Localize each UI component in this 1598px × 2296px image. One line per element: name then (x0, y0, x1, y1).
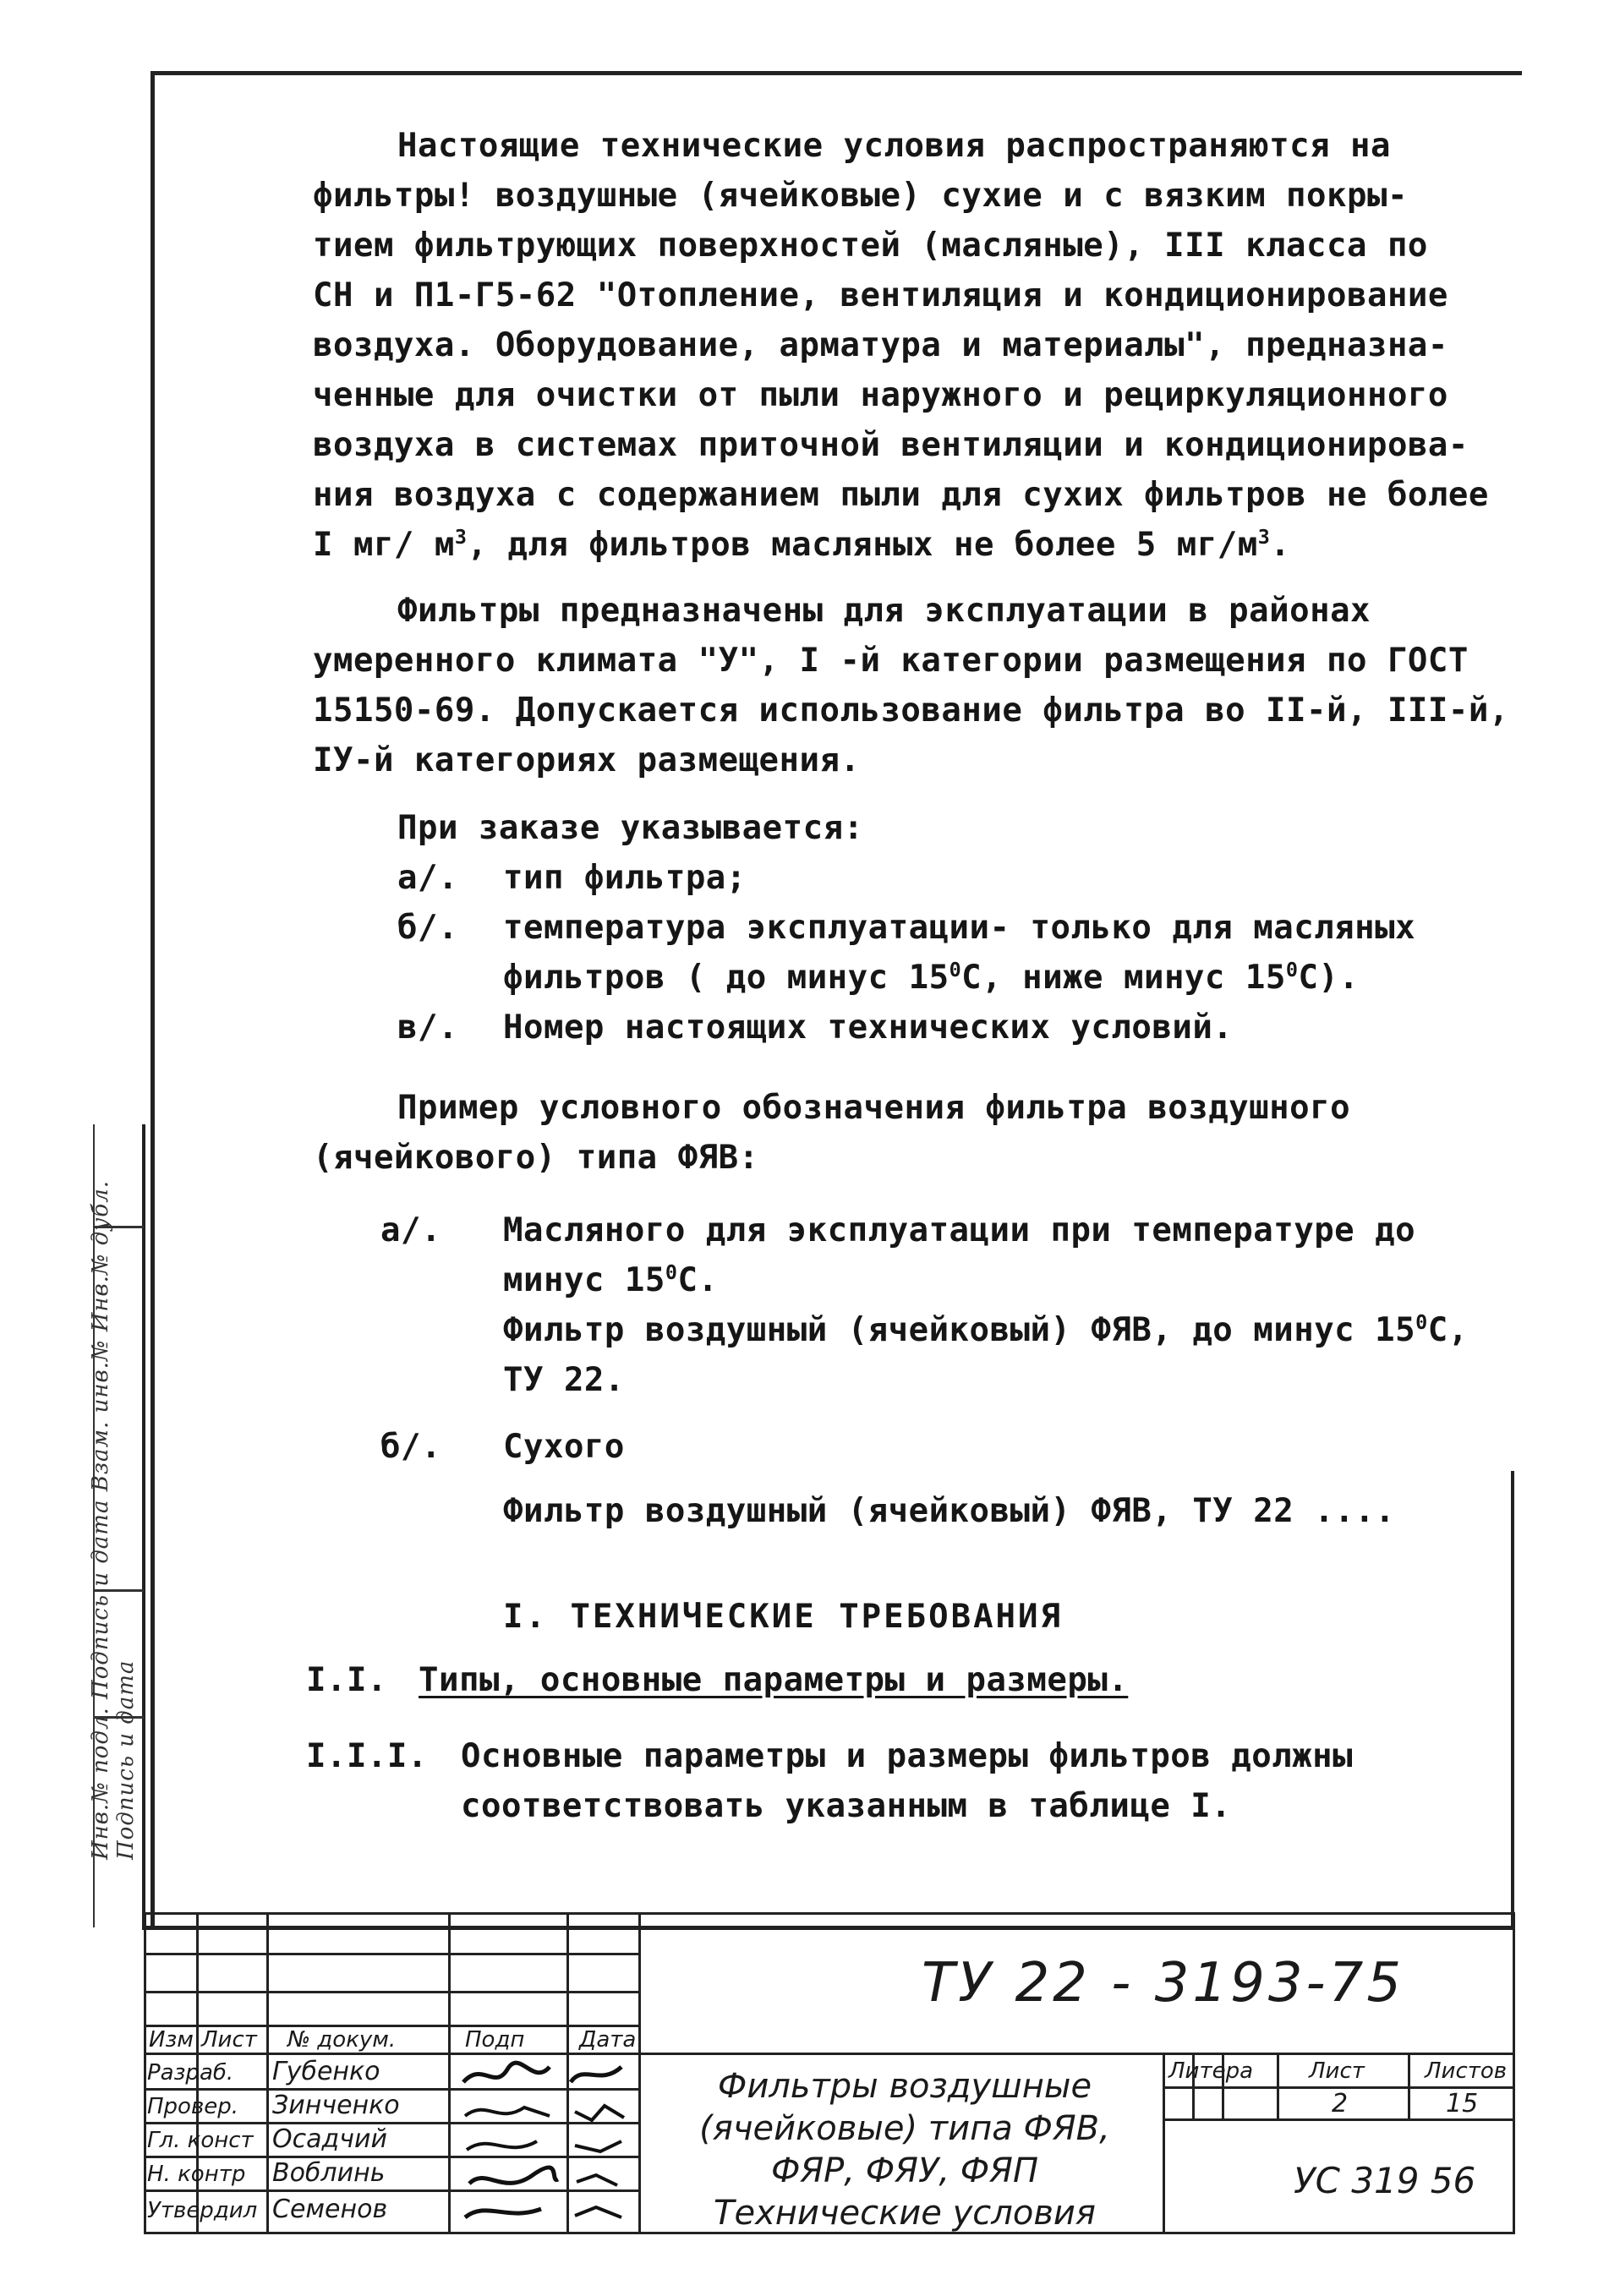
title-line: (ячейковые) типа ФЯВ, (699, 2109, 1110, 2148)
paragraph-line: соответствовать указанным в таблице I. (461, 1787, 1232, 1825)
binding-strip-label: Инв.№ подл. Подпись и дата Взам. инв.№ Инв.№ дубл. Подпись и дата (88, 1179, 139, 1860)
name-chief-designer: Осадчий (272, 2124, 387, 2154)
paragraph-line (313, 526, 1290, 564)
table-line (1163, 2053, 1165, 2234)
table-line (1513, 1915, 1515, 2234)
text-run: С. (677, 1261, 719, 1299)
signature-stroke (571, 2067, 621, 2082)
table-line (1163, 2118, 1515, 2121)
signature-stroke (469, 2168, 558, 2184)
text-run: . (1270, 526, 1291, 564)
signature-stroke (465, 2209, 541, 2217)
paragraph-line: IУ-й категориях размещения. (313, 741, 861, 779)
document-title (651, 2065, 1158, 2234)
superscript: 0 (665, 1260, 678, 1284)
paragraph-line: фильтры! воздушные (ячейковые) сухие и с вязким покры- (313, 177, 1408, 215)
order-intro: При заказе указывается: (397, 809, 864, 847)
superscript: 0 (949, 958, 962, 981)
paragraph-line: СН и П1-Г5-62 "Отопление, вентиляция и кондиционирование (313, 276, 1448, 314)
paragraph-line: Фильтры предназначены для эксплуатации в районах (397, 592, 1371, 630)
title-line: Фильтры воздушные (717, 2067, 1092, 2106)
paragraph-line: Настоящие технические условия распространяются на (397, 127, 1392, 165)
text-run: фильтров ( до минус 15 (503, 959, 949, 997)
name-developer: Губенко (272, 2057, 380, 2086)
list-item: Масляного для эксплуатации при температуре до (503, 1211, 1416, 1249)
title-line: Технические условия (714, 2194, 1096, 2233)
header-doc-number: № докум. (287, 2027, 397, 2053)
section-number: I.I.I. (306, 1737, 428, 1775)
organization-code: УС 319 56 (1294, 2160, 1476, 2201)
superscript: 3 (1257, 525, 1271, 549)
signature-stroke (575, 2106, 624, 2120)
paragraph-line: ния воздуха с содержанием пыли для сухих фильтров не более (313, 476, 1489, 514)
list-item (503, 959, 1359, 997)
text-run: , для фильтров масляных не более 5 мг/м (467, 526, 1258, 564)
paragraph-line: воздуха в системах приточной вентиляции и кондиционирова- (313, 426, 1469, 464)
list-item (503, 1261, 718, 1299)
header-izm: Изм (149, 2027, 194, 2053)
header-list: Лист (201, 2027, 257, 2053)
table-line (144, 1915, 146, 2234)
table-line (448, 1915, 451, 2234)
frame-top-border (152, 71, 1522, 75)
text-run: минус 15 (503, 1261, 665, 1299)
role-norm-control: Н. контр (147, 2162, 246, 2187)
list-marker: б/. (380, 1428, 441, 1466)
text-run: С). (1298, 959, 1360, 997)
document-code: ТУ 22 - 3193-75 (922, 1952, 1405, 2014)
signature-stroke (463, 2063, 550, 2082)
text-run: С, ниже минус 15 (961, 959, 1286, 997)
subsection-heading: Типы, основные параметры и размеры. (419, 1661, 1129, 1699)
table-line (266, 1915, 269, 2234)
paragraph-line: Пример условного обозначения фильтра воздушного (397, 1089, 1351, 1127)
list-item: Сухого (503, 1428, 625, 1466)
list-item: температура эксплуатации- только для масляных (503, 909, 1416, 947)
role-chief-designer: Гл. конст (147, 2128, 254, 2153)
signature-stroke (577, 2175, 617, 2185)
list-marker: а/. (380, 1211, 441, 1249)
signature-stroke (575, 2207, 621, 2217)
paragraph-line: 15150-69. Допускается использование фильтра во II-й, III-й, (313, 692, 1509, 730)
role-developer: Разраб. (147, 2060, 234, 2086)
superscript: 0 (1285, 958, 1299, 981)
signature-stroke (465, 2107, 550, 2116)
list-item (503, 1311, 1469, 1349)
paragraph-line: умеренного климата "У", I -й категории размещения по ГОСТ (313, 642, 1469, 680)
table-line (1408, 2053, 1410, 2118)
name-norm-control: Воблинь (272, 2158, 386, 2188)
section-number: I.I. (306, 1661, 387, 1699)
header-signature: Подп (465, 2027, 525, 2053)
litera-label: Литера (1168, 2058, 1254, 2084)
text-run: С, (1427, 1311, 1469, 1349)
table-line (144, 2053, 1515, 2055)
paragraph-line: (ячейкового) типа ФЯВ: (313, 1139, 759, 1177)
frame-left-border (150, 71, 155, 1927)
sheets-label: Листов (1425, 2058, 1508, 2084)
list-marker: а/. (397, 859, 458, 897)
signatures-image (457, 2057, 634, 2226)
list-item: тип фильтра; (503, 859, 747, 897)
role-approved: Утвердил (147, 2198, 258, 2223)
paragraph-line: Основные параметры и размеры фильтров должны (461, 1737, 1354, 1775)
superscript: 3 (454, 525, 468, 549)
title-line: ФЯР, ФЯУ, ФЯП (770, 2151, 1039, 2190)
superscript: 0 (1415, 1310, 1428, 1334)
text-run: Фильтр воздушный (ячейковый) ФЯВ, до минус 15 (503, 1311, 1416, 1349)
sheet-number: 2 (1332, 2089, 1349, 2118)
section-heading: I. ТЕХНИЧЕСКИЕ ТРЕБОВАНИЯ (503, 1598, 1063, 1636)
table-line (1277, 2053, 1279, 2118)
name-approved: Семенов (272, 2195, 388, 2224)
table-line (144, 1991, 638, 1993)
table-line (638, 1915, 641, 2234)
sheets-count: 15 (1446, 2089, 1479, 2118)
title-block (144, 1912, 1515, 2234)
list-item: ТУ 22. (503, 1361, 625, 1399)
sheet-label: Лист (1309, 2058, 1365, 2084)
list-item: Номер настоящих технических условий. (503, 1009, 1234, 1047)
paragraph-line: тием фильтрующих поверхностей (масляные), III класса по (313, 227, 1428, 265)
role-checker: Провер. (147, 2094, 239, 2119)
paragraph-line: воздуха. Оборудование, арматура и материалы", предназна- (313, 326, 1448, 364)
name-checker: Зинченко (272, 2091, 400, 2120)
list-item: Фильтр воздушный (ячейковый) ФЯВ, ТУ 22 .... (503, 1492, 1396, 1530)
paragraph-line: ченные для очистки от пыли наружного и рециркуляционного (313, 376, 1448, 414)
list-marker: в/. (397, 1009, 458, 1047)
signature-stroke (575, 2141, 621, 2151)
table-line (144, 1953, 638, 1955)
header-date: Дата (579, 2027, 637, 2053)
signature-stroke (467, 2141, 537, 2150)
list-marker: б/. (397, 909, 458, 947)
text-run: I мг/ м (313, 526, 455, 564)
frame-right-border (1511, 1471, 1514, 1927)
